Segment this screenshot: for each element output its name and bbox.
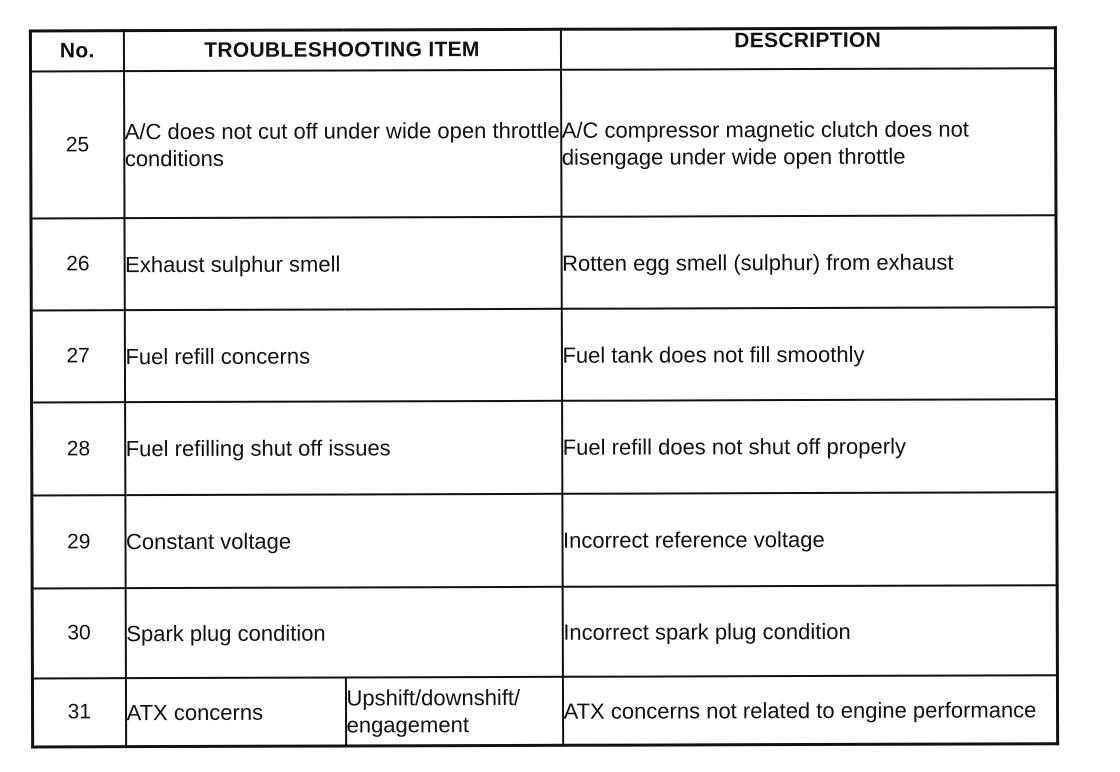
header-no: No. bbox=[30, 31, 123, 72]
troubleshooting-item: Exhaust sulphur smell bbox=[124, 217, 561, 310]
table-row bbox=[31, 68, 1056, 218]
table-row bbox=[32, 675, 1057, 747]
table-row bbox=[32, 399, 1057, 495]
header-troubleshooting-item: TROUBLESHOOTING ITEM bbox=[123, 29, 560, 71]
description: A/C compressor magnetic clutch does not disengage under wide open throttle bbox=[561, 68, 1056, 217]
description: ATX concerns not related to engine performance bbox=[562, 675, 1057, 745]
row-number: 25 bbox=[31, 71, 124, 218]
table-row bbox=[32, 492, 1057, 588]
description: Fuel tank does not fill smoothly bbox=[561, 307, 1056, 401]
header-description-label: DESCRIPTION bbox=[734, 28, 882, 53]
troubleshooting-item: Fuel refilling shut off issues bbox=[125, 401, 562, 495]
troubleshooting-item: Spark plug condition bbox=[125, 587, 562, 678]
row-number: 31 bbox=[32, 678, 125, 747]
table-row bbox=[31, 215, 1056, 310]
description: Rotten egg smell (sulphur) from exhaust bbox=[561, 215, 1056, 309]
troubleshooting-item: ATX concerns bbox=[125, 677, 345, 746]
table-row bbox=[32, 585, 1057, 678]
troubleshooting-item: Constant voltage bbox=[125, 494, 562, 588]
table-row bbox=[31, 307, 1056, 402]
description: Fuel refill does not shut off properly bbox=[562, 399, 1057, 494]
description: Incorrect reference voltage bbox=[562, 492, 1057, 587]
troubleshooting-item: Fuel refill concerns bbox=[124, 309, 561, 402]
troubleshooting-subitem: Upshift/downshift/ engagement bbox=[345, 677, 562, 746]
troubleshooting-item: A/C does not cut off under wide open throttle conditions bbox=[124, 70, 561, 218]
row-number: 28 bbox=[32, 402, 125, 495]
row-number: 26 bbox=[31, 218, 124, 310]
row-number: 29 bbox=[32, 495, 125, 588]
row-number: 30 bbox=[32, 588, 125, 678]
table-header-row bbox=[30, 28, 1055, 72]
row-number: 27 bbox=[31, 310, 124, 402]
header-description bbox=[560, 28, 1055, 70]
troubleshooting-table bbox=[29, 26, 1059, 748]
description: Incorrect spark plug condition bbox=[562, 585, 1057, 677]
